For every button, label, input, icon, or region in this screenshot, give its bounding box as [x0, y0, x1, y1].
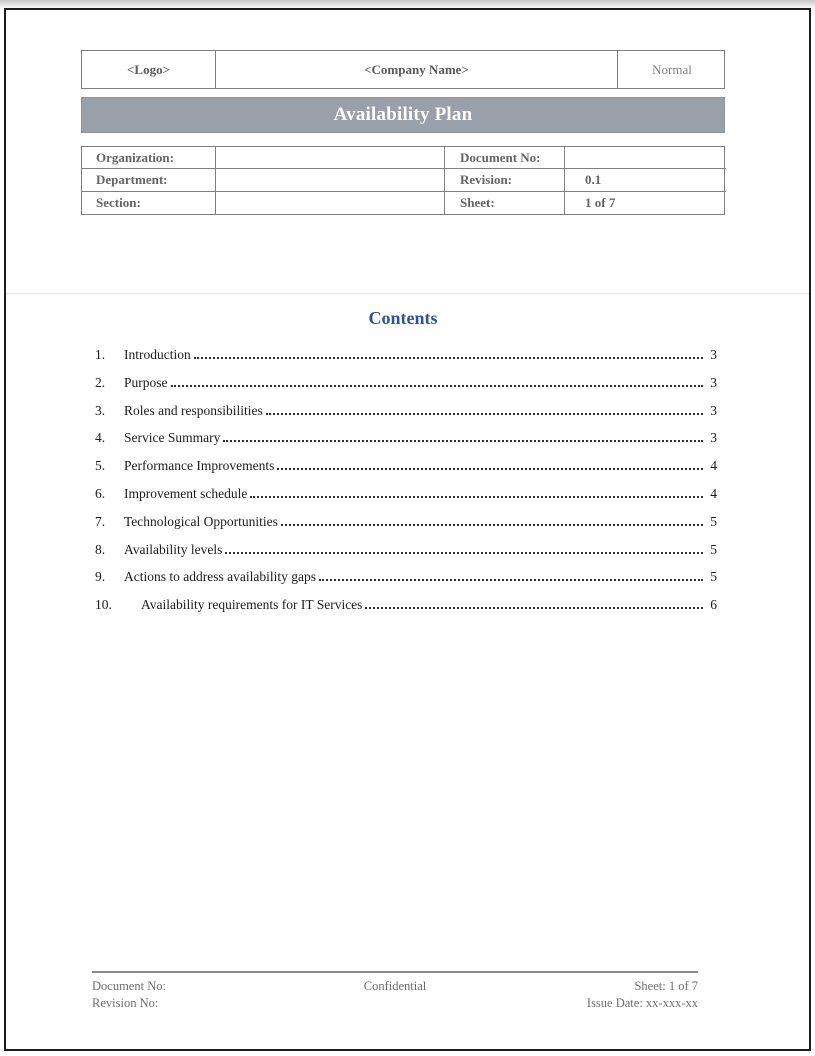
footer-revision-no: Revision No: — [92, 996, 159, 1010]
toc-entry-number: 2. — [95, 374, 106, 390]
toc-entry-label: Introduction — [124, 347, 191, 362]
document-no-label: Document No: — [445, 147, 565, 169]
toc-entry-label: Availability requirements for IT Services — [141, 597, 363, 613]
toc-entry-page: 3 — [710, 374, 717, 390]
toc-entry-page: 5 — [710, 569, 717, 585]
classification-label: Normal — [652, 61, 692, 77]
toc-dot-leader — [319, 579, 703, 581]
toc-entry-label: Actions to address availability gaps — [124, 569, 316, 585]
footer-sheet: Sheet: 1 of 7 — [634, 979, 698, 993]
toc-dot-leader — [365, 607, 703, 609]
toc-dot-leader — [194, 357, 703, 359]
toc-entry-number: 3. — [95, 402, 106, 418]
toc-entry-page: 4 — [710, 485, 717, 501]
organization-label: Organization: — [82, 147, 216, 169]
footer-document-no: Document No: — [92, 979, 166, 993]
toc-entry-number: 9. — [95, 569, 106, 585]
toc-list — [95, 341, 717, 619]
toc-entry[interactable] — [95, 397, 717, 425]
toc-entry-label: Purpose — [124, 374, 168, 390]
toc-entry[interactable] — [95, 508, 717, 536]
footer-confidential: Confidential — [363, 979, 427, 993]
toc-entry-label: Roles and responsibilities — [124, 402, 263, 418]
toc-entry[interactable] — [95, 341, 717, 369]
toc-entry-label: Service Summary — [124, 430, 221, 446]
section-value — [216, 192, 445, 214]
header-table — [81, 50, 725, 89]
toc-dot-leader — [277, 468, 703, 470]
toc-entry-page: 5 — [710, 541, 717, 557]
document-title: Availability Plan — [333, 104, 473, 125]
toc-entry-label: Technological Opportunities — [124, 513, 278, 529]
department-value — [216, 169, 445, 191]
organization-value — [216, 147, 445, 169]
toc-entry-number: 7. — [95, 513, 106, 529]
department-label: Department: — [82, 169, 216, 191]
toc-entry-number: 8. — [95, 541, 106, 557]
toc-entry-number: 4. — [95, 430, 106, 446]
toc-entry[interactable] — [95, 424, 717, 452]
toc-entry-label: Improvement schedule — [124, 485, 248, 501]
toc-entry[interactable] — [95, 536, 717, 564]
footer-issue-date: Issue Date: xx-xxx-xx — [586, 996, 698, 1010]
toc-entry-label: Availability levels — [124, 541, 223, 557]
section-divider-line — [6, 293, 809, 294]
toc-entry[interactable] — [95, 369, 717, 397]
toc-entry-page: 6 — [710, 597, 717, 613]
company-name: <Company Name> — [216, 51, 618, 88]
document-info-table — [81, 146, 725, 215]
toc-dot-leader — [223, 440, 703, 442]
toc-entry-number: 1. — [95, 347, 106, 362]
sheet-label: Sheet: — [445, 192, 565, 214]
toc-entry-page: 3 — [710, 347, 717, 362]
toc-entry-label: Performance Improvements — [124, 458, 275, 474]
contents-heading: Contents — [368, 308, 438, 328]
toc-entry-page: 4 — [710, 458, 717, 474]
toc-entry[interactable] — [95, 563, 717, 591]
toc-entry-number: 10. — [95, 597, 112, 613]
toc-dot-leader — [171, 385, 704, 387]
sheet-value: 1 of 7 — [585, 194, 616, 210]
toc-dot-leader — [281, 524, 703, 526]
toc-entry[interactable] — [95, 591, 717, 619]
document-title-bar — [81, 97, 725, 133]
section-label: Section: — [82, 192, 216, 214]
document-no-value — [565, 147, 726, 169]
page-footer — [92, 971, 698, 1012]
toc-dot-leader — [250, 496, 703, 498]
toc-entry-page: 3 — [710, 430, 717, 446]
toc-entry[interactable] — [95, 480, 717, 508]
toc-entry[interactable] — [95, 452, 717, 480]
page-top-shade — [0, 0, 815, 9]
logo-placeholder: <Logo> — [82, 51, 216, 88]
revision-label: Revision: — [445, 169, 565, 191]
toc-entry-number: 5. — [95, 458, 106, 474]
toc-dot-leader — [225, 552, 703, 554]
toc-entry-number: 6. — [95, 485, 106, 501]
toc-dot-leader — [266, 413, 703, 415]
toc-entry-page: 5 — [710, 513, 717, 529]
toc-entry-page: 3 — [710, 402, 717, 418]
revision-value: 0.1 — [565, 169, 726, 191]
